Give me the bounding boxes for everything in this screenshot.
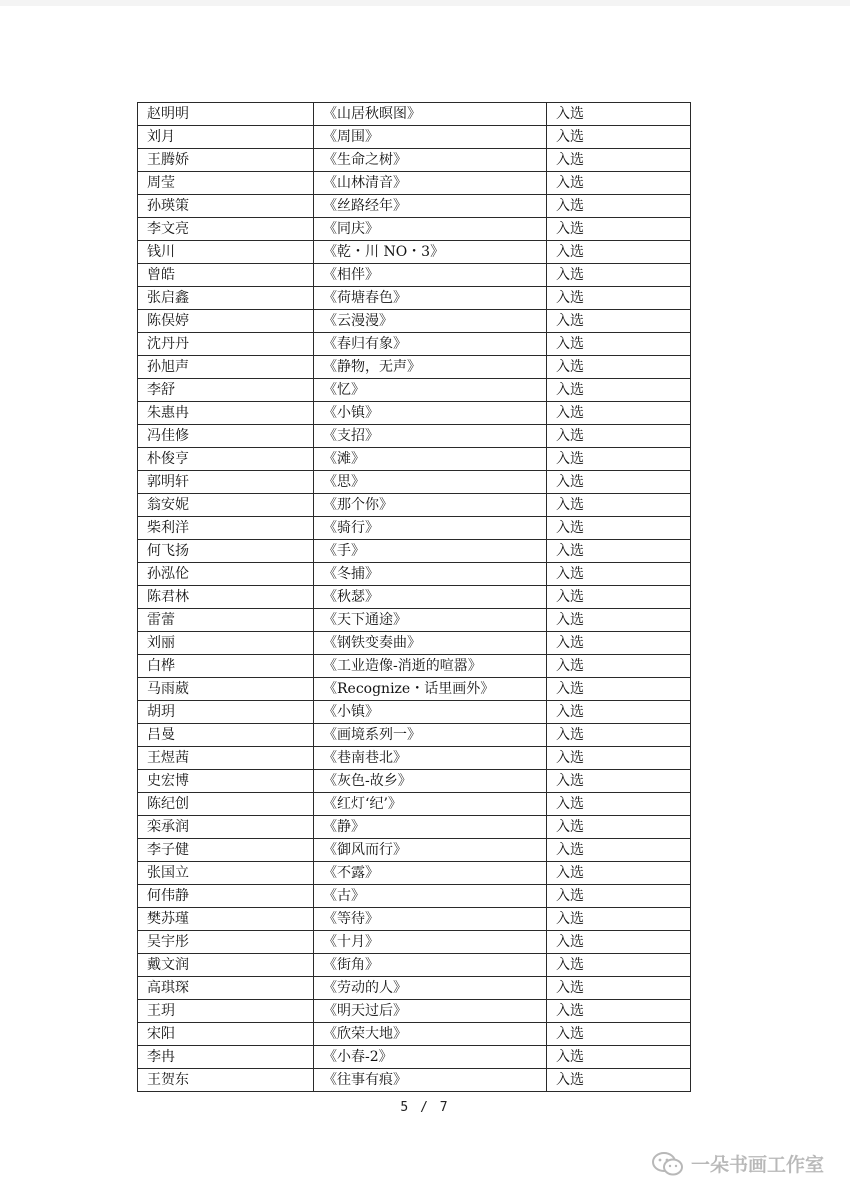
table-row: [138, 517, 691, 540]
artwork-title-cell: 《冬捕》: [314, 563, 547, 586]
table-row: [138, 264, 691, 287]
artist-name-cell: 朱惠冉: [138, 402, 314, 425]
table-row: [138, 1069, 691, 1092]
artwork-title-cell: 《静物，无声》: [314, 356, 547, 379]
artist-name-cell: 王腾娇: [138, 149, 314, 172]
artist-name-cell: 李冉: [138, 1046, 314, 1069]
artwork-title-cell: 《思》: [314, 471, 547, 494]
table-row: [138, 126, 691, 149]
result-status-cell: 入选: [547, 1023, 691, 1046]
artwork-title-cell: 《Recognize・话里画外》: [314, 678, 547, 701]
table-row: [138, 195, 691, 218]
artist-name-cell: 栾承润: [138, 816, 314, 839]
result-status-cell: 入选: [547, 471, 691, 494]
result-status-cell: 入选: [547, 655, 691, 678]
artist-name-cell: 翁安妮: [138, 494, 314, 517]
table-row: [138, 540, 691, 563]
artist-name-cell: 孙瑛策: [138, 195, 314, 218]
result-status-cell: 入选: [547, 540, 691, 563]
table-row: [138, 655, 691, 678]
artwork-title-cell: 《工业造像-消逝的喧嚣》: [314, 655, 547, 678]
artwork-title-cell: 《小镇》: [314, 701, 547, 724]
result-status-cell: 入选: [547, 448, 691, 471]
wechat-icon: [651, 1151, 685, 1177]
artwork-title-cell: 《街角》: [314, 954, 547, 977]
results-table-body: [138, 103, 691, 1092]
artist-name-cell: 张国立: [138, 862, 314, 885]
artist-name-cell: 孙泓伦: [138, 563, 314, 586]
artwork-title-cell: 《乾・川 NO・3》: [314, 241, 547, 264]
table-row: [138, 356, 691, 379]
result-status-cell: 入选: [547, 954, 691, 977]
artist-name-cell: 陈俣婷: [138, 310, 314, 333]
page-top-edge: [0, 0, 850, 6]
result-status-cell: 入选: [547, 793, 691, 816]
watermark: [651, 1150, 824, 1177]
result-status-cell: 入选: [547, 586, 691, 609]
table-row: [138, 977, 691, 1000]
result-status-cell: 入选: [547, 126, 691, 149]
artwork-title-cell: 《支招》: [314, 425, 547, 448]
result-status-cell: 入选: [547, 839, 691, 862]
artist-name-cell: 钱川: [138, 241, 314, 264]
table-row: [138, 908, 691, 931]
table-row: [138, 1023, 691, 1046]
artwork-title-cell: 《那个你》: [314, 494, 547, 517]
result-status-cell: 入选: [547, 517, 691, 540]
artwork-title-cell: 《秋瑟》: [314, 586, 547, 609]
artwork-title-cell: 《春归有象》: [314, 333, 547, 356]
table-row: [138, 287, 691, 310]
table-row: [138, 1046, 691, 1069]
result-status-cell: 入选: [547, 494, 691, 517]
table-row: [138, 862, 691, 885]
table-row: [138, 632, 691, 655]
artist-name-cell: 雷蕾: [138, 609, 314, 632]
result-status-cell: 入选: [547, 724, 691, 747]
artist-name-cell: 何飞扬: [138, 540, 314, 563]
artist-name-cell: 赵明明: [138, 103, 314, 126]
artist-name-cell: 冯佳修: [138, 425, 314, 448]
table-row: [138, 425, 691, 448]
result-status-cell: 入选: [547, 103, 691, 126]
artist-name-cell: 刘月: [138, 126, 314, 149]
result-status-cell: 入选: [547, 609, 691, 632]
result-status-cell: 入选: [547, 218, 691, 241]
artist-name-cell: 吴宇彤: [138, 931, 314, 954]
artwork-title-cell: 《手》: [314, 540, 547, 563]
table-row: [138, 724, 691, 747]
result-status-cell: 入选: [547, 885, 691, 908]
artist-name-cell: 柴利洋: [138, 517, 314, 540]
artwork-title-cell: 《往事有痕》: [314, 1069, 547, 1092]
artist-name-cell: 王贺东: [138, 1069, 314, 1092]
result-status-cell: 入选: [547, 425, 691, 448]
result-status-cell: 入选: [547, 816, 691, 839]
artist-name-cell: 李舒: [138, 379, 314, 402]
artist-name-cell: 郭明轩: [138, 471, 314, 494]
result-status-cell: 入选: [547, 356, 691, 379]
result-status-cell: 入选: [547, 402, 691, 425]
table-row: [138, 103, 691, 126]
table-row: [138, 816, 691, 839]
artist-name-cell: 张启鑫: [138, 287, 314, 310]
results-table: [137, 102, 691, 1092]
table-row: [138, 218, 691, 241]
result-status-cell: 入选: [547, 241, 691, 264]
table-row: [138, 172, 691, 195]
table-row: [138, 310, 691, 333]
table-row: [138, 1000, 691, 1023]
result-status-cell: 入选: [547, 1000, 691, 1023]
artwork-title-cell: 《欣荣大地》: [314, 1023, 547, 1046]
artist-name-cell: 史宏博: [138, 770, 314, 793]
result-status-cell: 入选: [547, 264, 691, 287]
artwork-title-cell: 《钢铁变奏曲》: [314, 632, 547, 655]
result-status-cell: 入选: [547, 747, 691, 770]
artist-name-cell: 戴文润: [138, 954, 314, 977]
table-row: [138, 701, 691, 724]
artist-name-cell: 李子健: [138, 839, 314, 862]
result-status-cell: 入选: [547, 287, 691, 310]
artwork-title-cell: 《等待》: [314, 908, 547, 931]
result-status-cell: 入选: [547, 1046, 691, 1069]
table-row: [138, 149, 691, 172]
watermark-text: 一朵书画工作室: [690, 1154, 824, 1176]
artist-name-cell: 王玥: [138, 1000, 314, 1023]
table-row: [138, 402, 691, 425]
table-row: [138, 747, 691, 770]
artwork-title-cell: 《红灯‘纪’》: [314, 793, 547, 816]
table-row: [138, 609, 691, 632]
artwork-title-cell: 《御风而行》: [314, 839, 547, 862]
artwork-title-cell: 《周围》: [314, 126, 547, 149]
artwork-title-cell: 《灰色-故乡》: [314, 770, 547, 793]
artwork-title-cell: 《天下通途》: [314, 609, 547, 632]
table-row: [138, 885, 691, 908]
artwork-title-cell: 《荷塘春色》: [314, 287, 547, 310]
artist-name-cell: 李文亮: [138, 218, 314, 241]
table-row: [138, 839, 691, 862]
artist-name-cell: 樊苏瑾: [138, 908, 314, 931]
artwork-title-cell: 《小春-2》: [314, 1046, 547, 1069]
artist-name-cell: 周莹: [138, 172, 314, 195]
artist-name-cell: 高琪琛: [138, 977, 314, 1000]
artist-name-cell: 王煜茜: [138, 747, 314, 770]
result-status-cell: 入选: [547, 172, 691, 195]
artwork-title-cell: 《静》: [314, 816, 547, 839]
artist-name-cell: 孙旭声: [138, 356, 314, 379]
result-status-cell: 入选: [547, 310, 691, 333]
artwork-title-cell: 《相伴》: [314, 264, 547, 287]
result-status-cell: 入选: [547, 770, 691, 793]
table-row: [138, 563, 691, 586]
artwork-title-cell: 《山林清音》: [314, 172, 547, 195]
artist-name-cell: 马雨葳: [138, 678, 314, 701]
table-row: [138, 678, 691, 701]
table-row: [138, 931, 691, 954]
table-row: [138, 333, 691, 356]
result-status-cell: 入选: [547, 149, 691, 172]
artist-name-cell: 白桦: [138, 655, 314, 678]
artwork-title-cell: 《劳动的人》: [314, 977, 547, 1000]
table-row: [138, 379, 691, 402]
result-status-cell: 入选: [547, 678, 691, 701]
result-status-cell: 入选: [547, 977, 691, 1000]
result-status-cell: 入选: [547, 862, 691, 885]
result-status-cell: 入选: [547, 563, 691, 586]
table-row: [138, 494, 691, 517]
artist-name-cell: 胡玥: [138, 701, 314, 724]
table-row: [138, 241, 691, 264]
artist-name-cell: 陈纪创: [138, 793, 314, 816]
table-row: [138, 448, 691, 471]
table-row: [138, 954, 691, 977]
table-row: [138, 586, 691, 609]
artist-name-cell: 陈君林: [138, 586, 314, 609]
artist-name-cell: 吕曼: [138, 724, 314, 747]
table-row: [138, 793, 691, 816]
artwork-title-cell: 《十月》: [314, 931, 547, 954]
artist-name-cell: 宋阳: [138, 1023, 314, 1046]
artist-name-cell: 朴俊亨: [138, 448, 314, 471]
artwork-title-cell: 《滩》: [314, 448, 547, 471]
table-row: [138, 471, 691, 494]
result-status-cell: 入选: [547, 195, 691, 218]
page-number: 5 / 7: [400, 1100, 450, 1115]
artwork-title-cell: 《生命之树》: [314, 149, 547, 172]
artwork-title-cell: 《忆》: [314, 379, 547, 402]
artwork-title-cell: 《小镇》: [314, 402, 547, 425]
artist-name-cell: 沈丹丹: [138, 333, 314, 356]
result-status-cell: 入选: [547, 908, 691, 931]
artwork-title-cell: 《巷南巷北》: [314, 747, 547, 770]
result-status-cell: 入选: [547, 701, 691, 724]
artwork-title-cell: 《丝路经年》: [314, 195, 547, 218]
artwork-title-cell: 《山居秋暝图》: [314, 103, 547, 126]
result-status-cell: 入选: [547, 632, 691, 655]
result-status-cell: 入选: [547, 1069, 691, 1092]
result-status-cell: 入选: [547, 333, 691, 356]
artist-name-cell: 刘丽: [138, 632, 314, 655]
result-status-cell: 入选: [547, 379, 691, 402]
artwork-title-cell: 《骑行》: [314, 517, 547, 540]
table-row: [138, 770, 691, 793]
artist-name-cell: 何伟静: [138, 885, 314, 908]
artwork-title-cell: 《画境系列一》: [314, 724, 547, 747]
artist-name-cell: 曾皓: [138, 264, 314, 287]
artwork-title-cell: 《明天过后》: [314, 1000, 547, 1023]
artwork-title-cell: 《同庆》: [314, 218, 547, 241]
artwork-title-cell: 《云漫漫》: [314, 310, 547, 333]
result-status-cell: 入选: [547, 931, 691, 954]
artwork-title-cell: 《不露》: [314, 862, 547, 885]
artwork-title-cell: 《古》: [314, 885, 547, 908]
